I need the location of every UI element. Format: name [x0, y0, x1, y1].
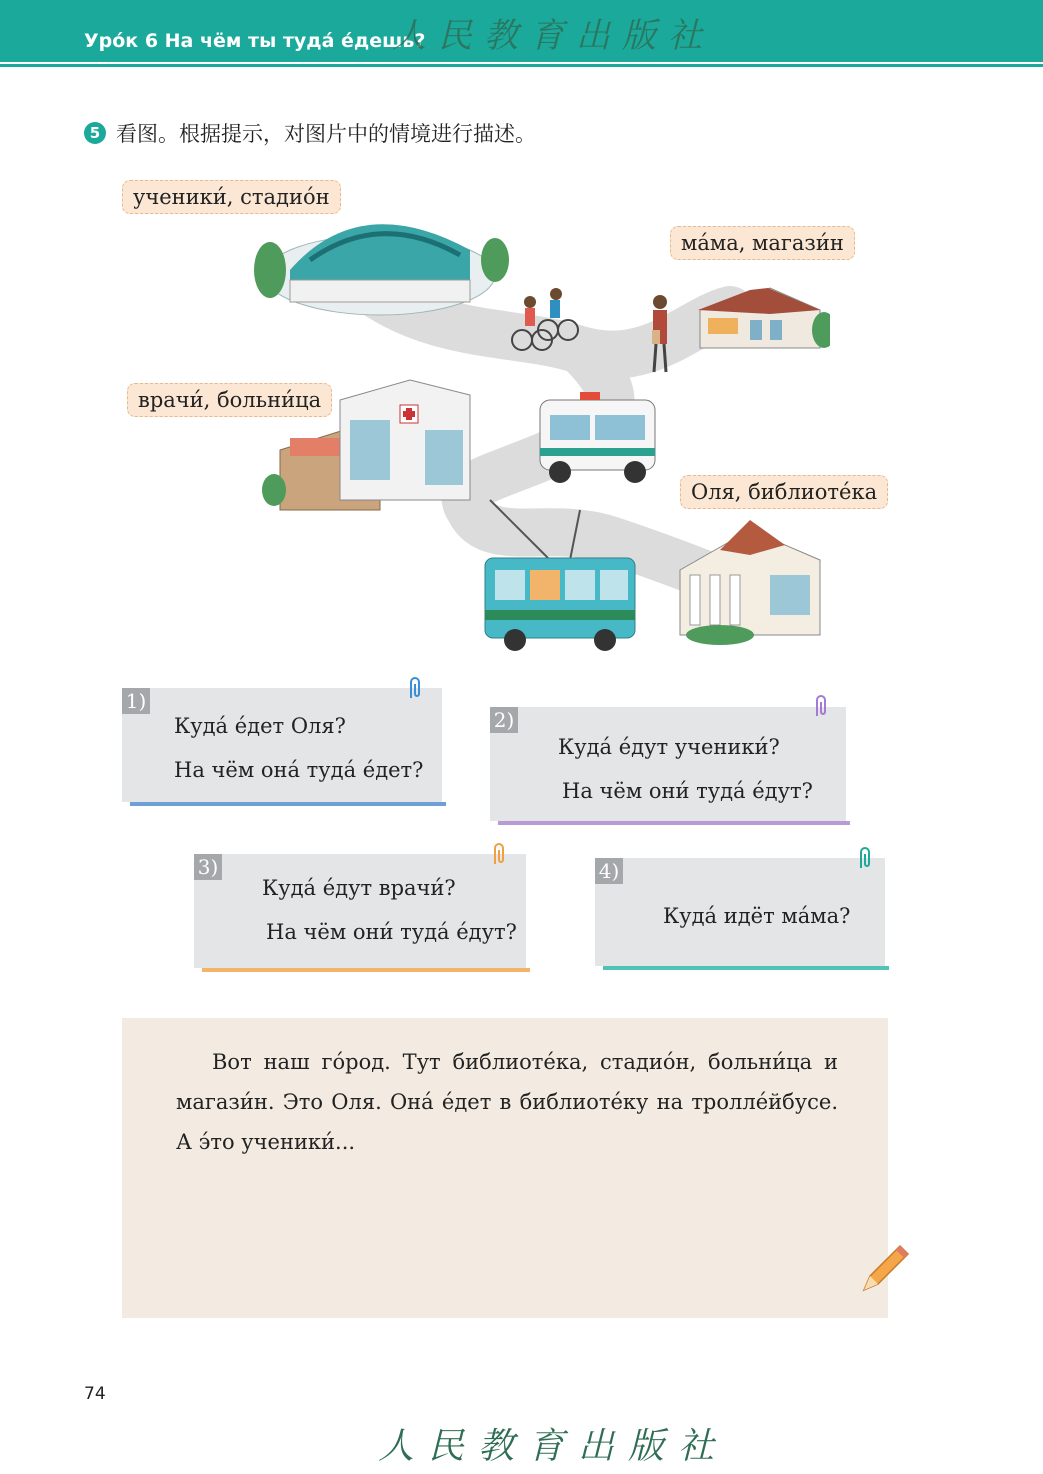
question-card-4 — [595, 858, 885, 966]
paperclip-icon — [856, 846, 874, 870]
question-line: Куда́ е́дут врачи́? — [262, 876, 456, 900]
card-number: 1) — [122, 688, 150, 714]
sample-paragraph: Вот наш го́род. Тут библиоте́ка, стадио́н, больни́ца и магази́н. Это Оля. Она́ е́дет в библиоте́ку на тролле́йбусе. А э́то ученики́... — [176, 1050, 838, 1154]
question-line: На чём они́ туда́ е́дут? — [562, 779, 813, 803]
card-number: 3) — [194, 854, 222, 880]
card-number: 4) — [595, 858, 623, 884]
label-mom-shop: ма́ма, магази́н — [670, 226, 855, 260]
question-line: На чём они́ туда́ е́дут? — [266, 920, 517, 944]
page-number: 74 — [84, 1384, 106, 1404]
pencil-icon — [856, 1242, 912, 1298]
stadium-icon — [254, 224, 509, 315]
question-card-3 — [194, 854, 526, 968]
label-olya-library: Оля, библиоте́ка — [680, 475, 888, 509]
city-illustration — [250, 180, 830, 670]
task-number-badge: 5 — [84, 122, 106, 144]
paperclip-icon — [812, 694, 830, 718]
library-building-icon — [680, 520, 820, 645]
paperclip-icon — [490, 842, 508, 866]
question-card-1 — [122, 688, 442, 802]
publisher-watermark-bottom: 人民教育出版社 — [378, 1426, 729, 1467]
publisher-watermark-top: 人民教育出版社 — [392, 16, 714, 56]
label-doctors-hospital: врачи́, больни́ца — [127, 383, 332, 417]
card-3-edge — [202, 968, 530, 972]
question-line: Куда́ е́дут ученики́? — [558, 735, 780, 759]
paperclip-icon — [406, 676, 424, 700]
card-number: 2) — [490, 707, 518, 733]
question-line: Куда́ е́дет Оля? — [174, 714, 346, 738]
ambulance-icon — [540, 392, 655, 483]
label-students-stadium: ученики́, стадио́н — [122, 180, 341, 214]
task-instruction: 看图。根据提示，对图片中的情境进行描述。 — [116, 122, 536, 146]
lesson-title: Уро́к 6 На чём ты туда́ е́дешь? — [84, 30, 426, 52]
question-card-2 — [490, 707, 846, 821]
card-1-edge — [130, 802, 446, 806]
question-line: Куда́ идёт ма́ма? — [663, 904, 851, 928]
card-2-edge — [498, 821, 850, 825]
hospital-building-icon — [262, 380, 470, 510]
card-4-edge — [603, 966, 889, 970]
header-rule — [0, 64, 1043, 67]
question-line: На чём она́ туда́ е́дет? — [174, 758, 424, 782]
